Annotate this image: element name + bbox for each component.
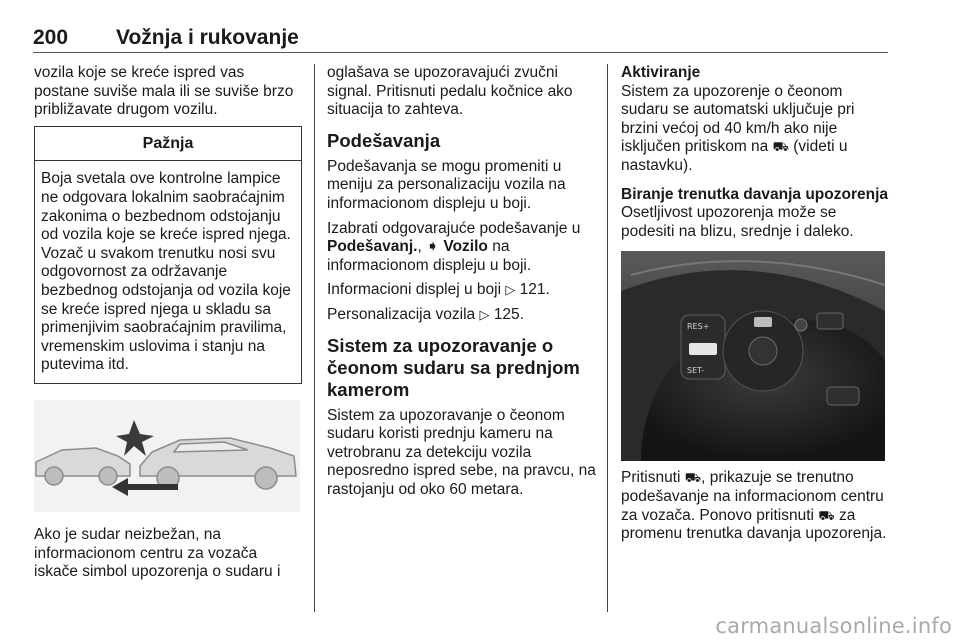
reference-page: 125. <box>493 305 524 323</box>
column-divider-1 <box>314 64 315 612</box>
set-button-label: SET- <box>687 366 705 376</box>
activation-paragraph <box>621 83 891 176</box>
vehicle-menu-name: Vozilo <box>443 238 488 256</box>
reference-1 <box>327 281 597 300</box>
collision-illustration <box>34 400 300 512</box>
chapter-title: Vožnja i rukovanje <box>116 26 299 49</box>
activation-heading: Aktiviranje <box>621 64 701 81</box>
watermark: carmanualsonline.info <box>715 614 952 638</box>
activation-text-end: (videti u nastavku). <box>621 138 848 174</box>
page-reference-icon: ▷ <box>479 306 490 322</box>
after-text-middle: , prikazuje se trenutno podešavanje na informacionom centru za vozača. Ponovo pritisnuti <box>621 469 884 524</box>
after-image-paragraph <box>621 469 891 543</box>
activation-text: Sistem za upozorenje o čeonom sudaru se automatski uključuje pri brzini većoj od 40 km/h ako nije isključen pritiskom na <box>621 82 855 156</box>
separator: , <box>417 238 427 256</box>
speed-limiter-indicator <box>689 343 717 355</box>
caution-title: Pažnja <box>35 127 301 162</box>
settings-menu-name: Podešavanj. <box>327 238 418 256</box>
reference-text: Informacioni displej u boji <box>327 281 502 299</box>
fcw-body: Sistem za upozoravanje o čeonom sudaru koristi prednju kameru na vetrobranu za detekciju vozila neposredno ispred sebe, na pravcu, na rastojanju od oko 60 metara. <box>327 406 596 498</box>
lane-assist-button-icon <box>795 319 807 331</box>
timing-heading: Biranje trenutka davanja upozorenja <box>621 185 889 203</box>
reference-2 <box>327 306 597 325</box>
settings-text-end: na informacionom displeju u boji. <box>327 238 532 274</box>
following-distance-icon: ⛟ <box>818 507 835 523</box>
following-distance-icon: ⛟ <box>772 139 789 155</box>
lane-keep-button-icon <box>817 313 843 329</box>
timing-body: Osetljivost upozorenja može se podesiti na blizu, srednje i daleko. <box>621 204 854 240</box>
settings-text: Izabrati odgovarajuće podešavanje u <box>327 219 581 237</box>
res-button-label: RES+ <box>687 322 710 332</box>
settings-heading: Podešavanja <box>327 129 441 151</box>
steering-wheel-controls-image <box>621 251 885 461</box>
column-left <box>34 64 302 588</box>
caution-body: Boja svetala ove kontrolne lampice ne odgovara lokalnim saobraćajnim zakonima o bezbednom odstojanju od vozila koje se kreće ispred njega. Vozač u svakom trenutku nosi svu odgovornost za održavanje bezbednog odstojanja od vozila koje se kreće ispred njega u skladu sa primenjivim saobraćajnim pravilima, vremenskim uslovima i stanju na putevima itd. <box>41 170 291 374</box>
settings-paragraph-1: Podešavanja se mogu promeniti u meniju za personalizaciju vozila na informacionom displeju u boji. <box>327 157 566 212</box>
after-text-end: za promenu trenutka davanja upozorenja. <box>621 506 887 543</box>
page-header <box>33 26 888 52</box>
after-text: Pritisnuti <box>621 469 685 487</box>
intro-text: vozila koje se kreće ispred vas postane suviše mala ili se suviše brzo približavate drugom vozilu. <box>34 64 294 119</box>
after-figure-text: Ako je sudar neizbežan, na informacionom centru za vozača iskače simbol upozorenja o sudaru i <box>34 525 281 581</box>
page-number: 200 <box>33 26 69 49</box>
column-middle <box>327 64 597 506</box>
continued-text: oglašava se upozoravajući zvučni signal. Pritisnuti pedalu kočnice ako situacija to zahteva. <box>327 64 573 119</box>
heated-wheel-button-icon <box>827 387 859 405</box>
fcw-heading: Sistem za upozoravanje o čeonom sudaru sa prednjom kamerom <box>327 334 580 400</box>
column-right <box>621 64 891 550</box>
following-distance-icon: ⛟ <box>684 470 702 486</box>
menu-arrow-icon: ➧ <box>426 238 440 256</box>
page-reference-icon: ▷ <box>505 282 516 298</box>
caution-box <box>34 126 302 384</box>
column-divider-2 <box>607 64 608 612</box>
header-rule <box>33 52 888 53</box>
reference-page: 121. <box>519 281 550 299</box>
following-distance-button-icon <box>754 317 772 327</box>
settings-paragraph-2 <box>327 220 597 276</box>
reference-text: Personalizacija vozila <box>327 305 476 323</box>
